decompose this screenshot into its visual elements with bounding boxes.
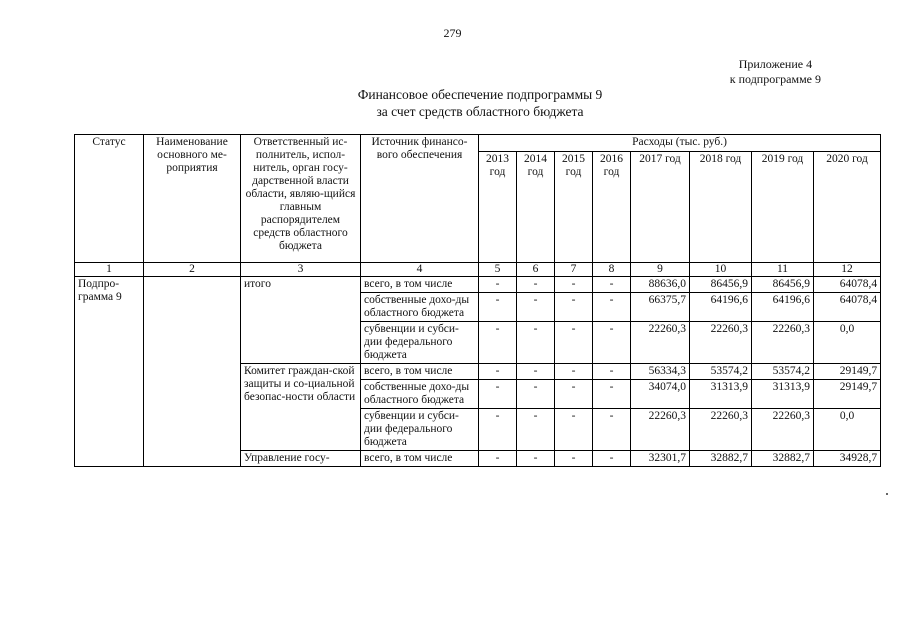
page-number: 279	[443, 26, 462, 40]
column-number: 11	[752, 263, 814, 277]
value-cell: 53574,2	[690, 364, 752, 380]
value-cell: -	[555, 293, 593, 322]
value-cell: -	[479, 409, 517, 451]
header-source: Источник финансо-вого обеспечения	[361, 135, 479, 263]
appendix-line1: Приложение 4	[738, 57, 813, 71]
column-number: 9	[631, 263, 690, 277]
value-cell: 32882,7	[690, 451, 752, 467]
column-number: 6	[517, 263, 555, 277]
value-cell: 22260,3	[752, 322, 814, 364]
document-title	[0, 86, 905, 120]
value-cell: -	[555, 322, 593, 364]
value-cell: 22260,3	[690, 322, 752, 364]
column-number: 3	[241, 263, 361, 277]
header-year: 2019 год	[752, 152, 814, 263]
header-expenses: Расходы (тыс. руб.)	[479, 135, 881, 152]
value-cell: 0,0	[814, 409, 881, 451]
value-cell: -	[555, 380, 593, 409]
value-cell: 22260,3	[631, 409, 690, 451]
source-cell: всего, в том числе	[361, 451, 479, 467]
executor-cell: Управление госу-	[241, 451, 361, 467]
value-cell: -	[479, 277, 517, 293]
source-cell: субвенции и субси-дии федерального бюджета	[361, 409, 479, 451]
value-cell: -	[517, 451, 555, 467]
value-cell: 86456,9	[690, 277, 752, 293]
value-cell: 56334,3	[631, 364, 690, 380]
table-row	[75, 277, 881, 293]
source-cell: всего, в том числе	[361, 277, 479, 293]
column-number: 7	[555, 263, 593, 277]
header-name: Наименование основного ме-роприятия	[144, 135, 241, 263]
value-cell: -	[517, 293, 555, 322]
value-cell: -	[593, 380, 631, 409]
column-number: 5	[479, 263, 517, 277]
executor-cell: Комитет граждан-ской защиты и со-циальной безопас-ности области	[241, 364, 361, 451]
activity-name-cell	[144, 277, 241, 467]
header-year: 2017 год	[631, 152, 690, 263]
value-cell: 22260,3	[690, 409, 752, 451]
financing-table	[74, 134, 881, 467]
value-cell: 64196,6	[752, 293, 814, 322]
value-cell: -	[555, 409, 593, 451]
value-cell: -	[479, 293, 517, 322]
appendix-note	[730, 57, 821, 87]
header-year: 2015 год	[555, 152, 593, 263]
column-number: 2	[144, 263, 241, 277]
value-cell: 53574,2	[752, 364, 814, 380]
value-cell: 64078,4	[814, 277, 881, 293]
value-cell: 34928,7	[814, 451, 881, 467]
value-cell: -	[555, 277, 593, 293]
value-cell: -	[593, 451, 631, 467]
value-cell: -	[593, 277, 631, 293]
header-year: 2018 год	[690, 152, 752, 263]
value-cell: -	[517, 364, 555, 380]
header-year: 2013 год	[479, 152, 517, 263]
value-cell: 0,0	[814, 322, 881, 364]
column-number: 8	[593, 263, 631, 277]
title-line2: за счет средств областного бюджета	[376, 104, 584, 119]
value-cell: 88636,0	[631, 277, 690, 293]
header-executor: Ответственный ис-полнитель, испол-нитель, орган госу-дарственной власти области, являю-щийся главным распорядителем средств областного бюджета	[241, 135, 361, 263]
title-line1: Финансовое обеспечение подпрограммы 9	[357, 87, 603, 102]
header-year: 2014 год	[517, 152, 555, 263]
column-number: 12	[814, 263, 881, 277]
value-cell: 32301,7	[631, 451, 690, 467]
column-number: 1	[75, 263, 144, 277]
scan-speck	[886, 493, 888, 495]
value-cell: -	[479, 364, 517, 380]
value-cell: 86456,9	[752, 277, 814, 293]
value-cell: 32882,7	[752, 451, 814, 467]
value-cell: 34074,0	[631, 380, 690, 409]
header-year: 2016 год	[593, 152, 631, 263]
source-cell: всего, в том числе	[361, 364, 479, 380]
value-cell: 22260,3	[631, 322, 690, 364]
value-cell: -	[479, 380, 517, 409]
value-cell: -	[517, 277, 555, 293]
value-cell: -	[517, 322, 555, 364]
value-cell: 66375,7	[631, 293, 690, 322]
value-cell: -	[593, 322, 631, 364]
value-cell: 31313,9	[752, 380, 814, 409]
header-year: 2020 год	[814, 152, 881, 263]
value-cell: -	[593, 364, 631, 380]
value-cell: -	[517, 380, 555, 409]
column-number-row	[75, 263, 881, 277]
value-cell: 29149,7	[814, 364, 881, 380]
value-cell: -	[593, 293, 631, 322]
status-cell: Подпро-грамма 9	[75, 277, 144, 467]
value-cell: 64078,4	[814, 293, 881, 322]
value-cell: -	[593, 409, 631, 451]
column-number: 10	[690, 263, 752, 277]
source-cell: собственные дохо-ды областного бюджета	[361, 293, 479, 322]
value-cell: -	[555, 451, 593, 467]
value-cell: -	[517, 409, 555, 451]
value-cell: -	[479, 322, 517, 364]
column-number: 4	[361, 263, 479, 277]
value-cell: 64196,6	[690, 293, 752, 322]
value-cell: 29149,7	[814, 380, 881, 409]
appendix-line2: к подпрограмме 9	[729, 72, 821, 86]
value-cell: 31313,9	[690, 380, 752, 409]
value-cell: -	[555, 364, 593, 380]
source-cell: субвенции и субси-дии федерального бюджета	[361, 322, 479, 364]
value-cell: -	[479, 451, 517, 467]
source-cell: собственные дохо-ды областного бюджета	[361, 380, 479, 409]
header-status: Статус	[75, 135, 144, 263]
value-cell: 22260,3	[752, 409, 814, 451]
executor-cell: итого	[241, 277, 361, 364]
